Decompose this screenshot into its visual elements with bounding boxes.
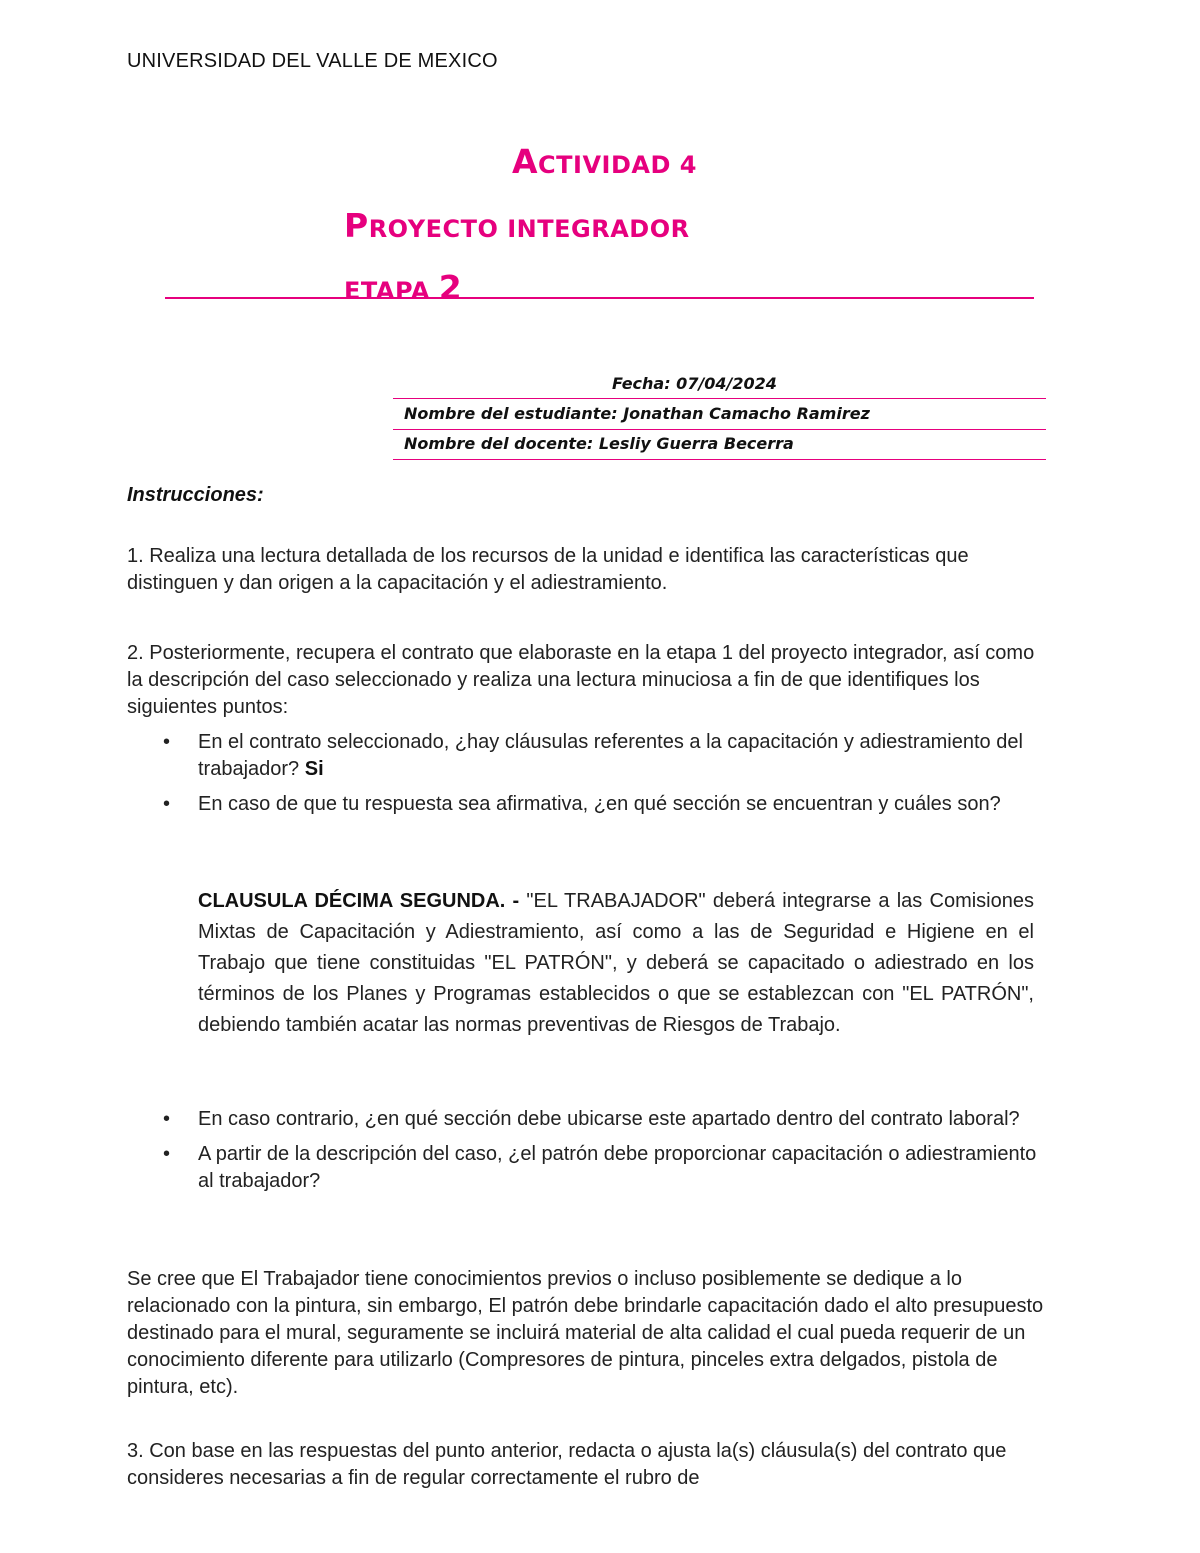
instruction-item-2: 2. Posteriormente, recupera el contrato que elaboraste en la etapa 1 del proyecto integrador, así como la descripción del caso seleccionado y realiza una lectura minuciosa a fin de que identifiques los siguientes puntos: <box>127 642 1035 718</box>
bullet-icon: • <box>163 793 171 815</box>
question-list <box>127 729 1047 826</box>
title-stage <box>344 268 462 307</box>
bullet-icon: • <box>163 731 171 753</box>
list-item <box>127 791 1047 818</box>
instruction-item-3: 3. Con base en las respuestas del punto anterior, redacta o ajusta la(s) cláusula(s) del contrato que consideres necesarias a fin de regular correctamente el rubro de <box>127 1440 1007 1489</box>
title-project-initial: P <box>344 206 369 245</box>
title-underline <box>165 297 1034 299</box>
title-activity-rest: CTIVIDAD 4 <box>538 151 697 179</box>
bullet-icon: • <box>163 1108 171 1130</box>
title-activity <box>512 142 697 181</box>
clause-paragraph <box>198 886 1034 1041</box>
list-item <box>127 1106 1047 1133</box>
title-activity-initial: A <box>512 142 539 181</box>
date-field: Fecha: 07/04/2024 <box>612 374 777 393</box>
university-name: UNIVERSIDAD DEL VALLE DE MEXICO <box>127 50 498 72</box>
title-project <box>344 206 690 245</box>
title-project-rest: ROYECTO INTEGRADOR <box>368 215 690 243</box>
meta-divider <box>393 429 1046 430</box>
meta-divider <box>393 459 1046 460</box>
question-list <box>127 1106 1047 1203</box>
meta-divider <box>393 398 1046 399</box>
list-item <box>127 729 1047 783</box>
instruction-item-1: 1. Realiza una lectura detallada de los recursos de la unidad e identifica las características que distinguen y dan origen a la capacitación y el adiestramiento. <box>127 545 969 594</box>
answer-paragraph: Se cree que El Trabajador tiene conocimientos previos o incluso posiblemente se dedique a lo relacionado con la pintura, sin embargo, El patrón debe brindarle capacitación dado el alto presupuesto destinado para el mural, seguramente se incluirá material de alta calidad el cual pueda requerir de un conocimiento diferente para utilizarlo (Compresores de pintura, pinceles extra delgados, pistola de pintura, etc). <box>127 1268 1044 1398</box>
instructions-heading: Instrucciones: <box>127 484 264 506</box>
title-stage-text: ETAPA <box>344 277 439 305</box>
student-name: Nombre del estudiante: Jonathan Camacho Ramirez <box>404 404 870 423</box>
teacher-name: Nombre del docente: Lesliy Guerra Becerra <box>404 434 794 453</box>
bullet-text: En el contrato seleccionado, ¿hay cláusulas referentes a la capacitación y adiestramiento del trabajador? <box>198 731 1023 780</box>
bullet-text: En caso de que tu respuesta sea afirmativa, ¿en qué sección se encuentran y cuáles son? <box>198 793 1001 815</box>
list-item <box>127 1141 1047 1195</box>
clause-title: CLAUSULA DÉCIMA SEGUNDA. - <box>198 890 527 912</box>
bullet-icon: • <box>163 1143 171 1165</box>
clause-text: "EL TRABAJADOR" deberá integrarse a las Comisiones Mixtas de Capacitación y Adiestramiento, así como a las de Seguridad e Higiene en el Trabajo que tiene constituidas "EL PATRÓN", y deberá se capacitado o adiestrado en los términos de los Planes y Programas establecidos o que se establezcan con "EL PATRÓN", debiendo también acatar las normas preventivas de Riesgos de Trabajo. <box>198 890 1034 1036</box>
bullet-text: A partir de la descripción del caso, ¿el patrón debe proporcionar capacitación o adiestramiento al trabajador? <box>198 1143 1037 1192</box>
title-stage-number: 2 <box>438 268 463 307</box>
bullet-answer: Si <box>304 758 324 780</box>
bullet-text: En caso contrario, ¿en qué sección debe ubicarse este apartado dentro del contrato laboral? <box>198 1108 1020 1130</box>
